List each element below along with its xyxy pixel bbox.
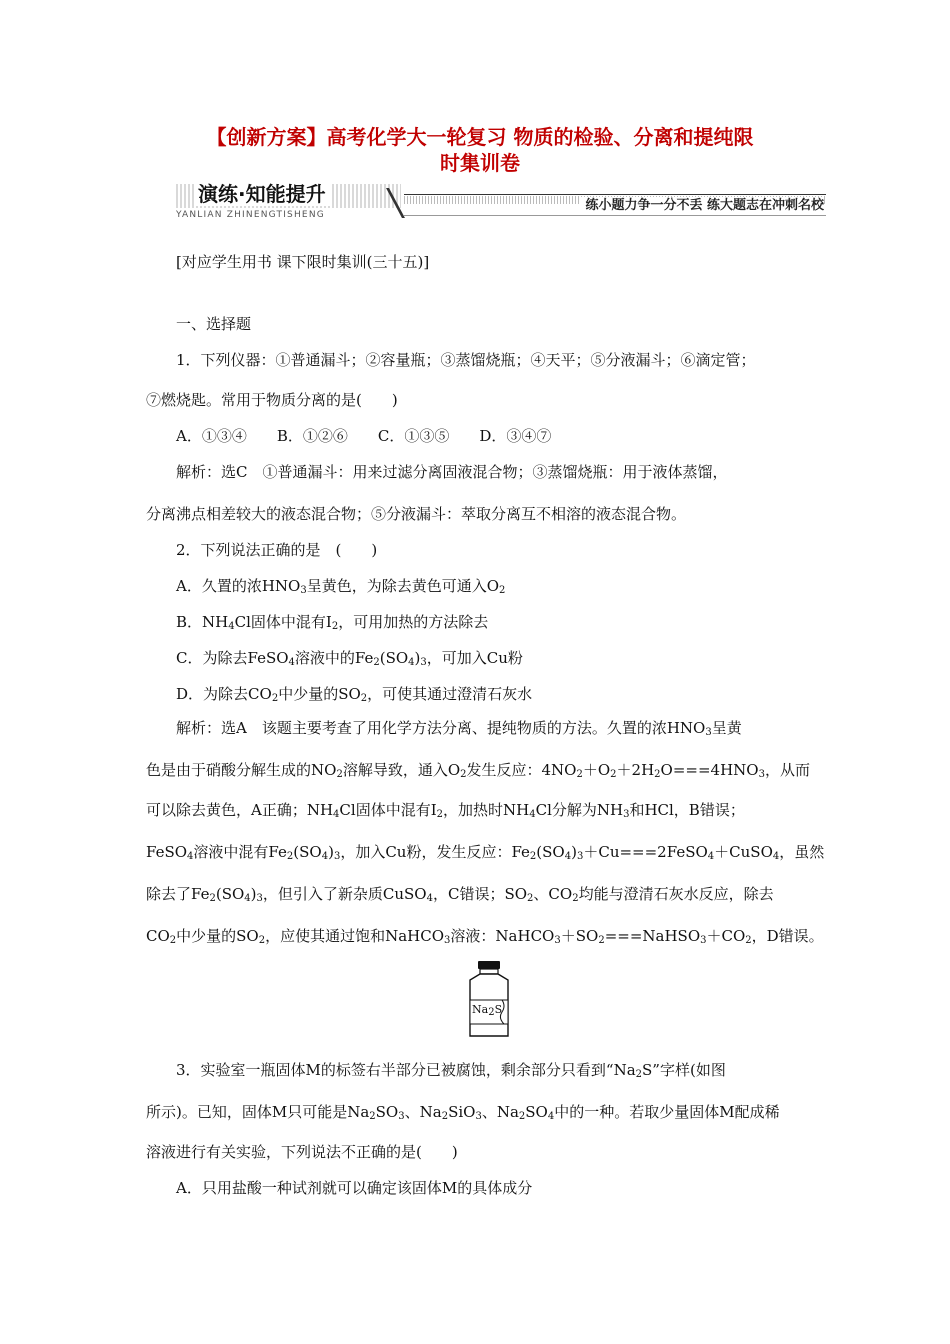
subscript: 2 xyxy=(572,893,579,904)
banner-slogan: 练小题力争一分不丢 练大题志在冲刺名校 xyxy=(579,197,824,215)
subscript: 2 xyxy=(360,693,368,704)
subscript: 2 xyxy=(286,851,294,862)
subscript: 2 xyxy=(258,935,266,946)
subscript: 4 xyxy=(244,893,251,904)
subscript: 2 xyxy=(518,1111,526,1122)
subscript: 2 xyxy=(610,769,617,780)
subscript: 3 xyxy=(700,935,707,946)
document-title xyxy=(140,124,820,176)
subscript: 3 xyxy=(300,585,307,596)
subscript: 4 xyxy=(408,657,415,668)
subscript: 4 xyxy=(707,851,715,862)
subscript: 4 xyxy=(564,851,572,862)
q2-analysis-line-1: 解析：选A 该题主要考查了用化学方法分离、提纯物质的方法。久置的浓$HNO_3$呈黄 xyxy=(176,719,742,738)
subscript: 2 xyxy=(635,1069,643,1080)
subscript: 2 xyxy=(499,585,506,596)
banner-subtitle: YANLIAN ZHINENGTISHENG xyxy=(176,210,325,220)
subscript: 3 xyxy=(444,935,451,946)
subscript: 4 xyxy=(333,809,340,820)
q2-analysis-line-4: FeSO$_4$溶液中混有$Fe_2(SO_4)_3$，加入Cu粉，发生反应：$Fe_2(SO_4)_3+Cu===2FeSO_4+CuSO_4$，虽然 xyxy=(146,843,825,862)
subscript: 3 xyxy=(475,1111,482,1122)
subscript: 2 xyxy=(654,769,661,780)
subscript: 2 xyxy=(576,769,583,780)
q2-option-a: A．久置的浓$HNO_3$呈黄色，为除去黄色可通入$O_2$ xyxy=(176,577,506,596)
section-banner xyxy=(176,182,826,222)
subscript: 2 xyxy=(271,693,279,704)
subscript: 2 xyxy=(598,935,605,946)
subscript: 3 xyxy=(758,769,765,780)
subscript: 3 xyxy=(256,893,263,904)
banner-bottom-rule xyxy=(404,215,826,216)
title-line-1: 【创新方案】高考化学大一轮复习 物质的检验、分离和提纯限 xyxy=(206,125,754,149)
q2-analysis-line-6: $CO_2$中少量的$SO_2$，应使其通过饱和NaHCO$_3$溶液：$NaHCO_3+SO_2===NaHSO_3+CO_2$，D错误。 xyxy=(146,927,824,946)
subscript: 3 xyxy=(705,727,712,738)
subscript: 2 xyxy=(441,1111,449,1122)
subscript: 2 xyxy=(529,851,537,862)
subscript: 2 xyxy=(745,935,752,946)
q3-stem-line-2: 所示)。已知，固体M只可能是$Na_2SO_3$、$Na_2SiO_3$、$Na_2SO_4$中的一种。若取少量固体M配成稀 xyxy=(146,1103,780,1122)
subscript: 4 xyxy=(426,893,433,904)
subscript: 2 xyxy=(488,1007,495,1018)
subscript: 2 xyxy=(169,935,177,946)
reference-note: [对应学生用书 课下限时集训(三十五)] xyxy=(176,253,430,271)
title-line-2: 时集训卷 xyxy=(440,151,520,175)
subscript: 2 xyxy=(373,657,380,668)
subscript: 2 xyxy=(527,893,534,904)
subscript: 3 xyxy=(398,1111,405,1122)
q2-stem: 2．下列说法正确的是 ( ) xyxy=(176,541,378,559)
q1-stem-line-2: ⑦燃烧匙。常用于物质分离的是( ) xyxy=(146,391,398,409)
q1-options: A．①③④ B．①②⑥ C．①③⑤ D．③④⑦ xyxy=(176,427,552,445)
subscript: 2 xyxy=(336,769,343,780)
subscript: 3 xyxy=(420,657,427,668)
subscript: 3 xyxy=(333,851,341,862)
q2-option-b: B．$NH_4Cl$固体中混有$I_2$，可用加热的方法除去 xyxy=(176,613,489,632)
banner-main-text: 演练·知能提升 xyxy=(194,182,330,206)
reagent-bottle-icon xyxy=(462,960,516,1040)
subscript: 4 xyxy=(547,1111,555,1122)
bottle-label: $Na_2S$ xyxy=(472,1003,503,1018)
q2-option-d: D．为除去$CO_2$中少量的$SO_2$，可使其通过澄清石灰水 xyxy=(176,685,533,704)
subscript: 2 xyxy=(436,809,443,820)
subscript: 2 xyxy=(369,1111,376,1122)
q2-analysis-line-2: 色是由于硝酸分解生成的$NO_2$溶解导致，通入$O_2$发生反应：$4NO_2+O_2+2H_2O===4HNO_3$，从而 xyxy=(146,761,810,780)
q3-stem-line-1: 3．实验室一瓶固体M的标签右半部分已被腐蚀，剩余部分只看到“$Na_2S$”字样(如图 xyxy=(176,1061,726,1080)
subscript: 3 xyxy=(576,851,584,862)
subscript: 4 xyxy=(321,851,329,862)
q3-option-a: A．只用盐酸一种试剂就可以确定该固体M的具体成分 xyxy=(176,1179,533,1197)
q1-analysis-line-2: 分离沸点相差较大的液态混合物；⑤分液漏斗：萃取分离互不相溶的液态混合物。 xyxy=(146,505,687,523)
subscript: 4 xyxy=(228,621,235,632)
q2-option-c: C．为除去FeSO$_4$溶液中的$Fe_2(SO_4)_3$，可加入Cu粉 xyxy=(176,649,523,668)
q3-stem-line-3: 溶液进行有关实验，下列说法不正确的是( ) xyxy=(146,1143,458,1161)
subscript: 4 xyxy=(288,657,295,668)
banner-rule xyxy=(404,194,826,195)
section-heading: 一、选择题 xyxy=(176,315,252,333)
subscript: 2 xyxy=(209,893,216,904)
subscript: 4 xyxy=(529,809,536,820)
subscript: 4 xyxy=(187,851,194,862)
subscript: 3 xyxy=(554,935,561,946)
q1-stem-line-1: 1．下列仪器：①普通漏斗；②容量瓶；③蒸馏烧瓶；④天平；⑤分液漏斗；⑥滴定管； xyxy=(176,351,756,369)
q2-analysis-line-3: 可以除去黄色，A正确；$NH_4Cl$固体中混有$I_2$，加热时$NH_4Cl$分解为$NH_3$和HCl，B错误； xyxy=(146,801,745,820)
reagent-bottle-figure xyxy=(462,960,516,1040)
subscript: 2 xyxy=(460,769,467,780)
subscript: 2 xyxy=(331,621,339,632)
q1-analysis-line-1: 解析：选C ①普通漏斗：用来过滤分离固液混合物；③蒸馏烧瓶：用于液体蒸馏， xyxy=(176,463,728,481)
subscript: 3 xyxy=(623,809,630,820)
subscript: 4 xyxy=(772,851,780,862)
q2-analysis-line-5: 除去了$Fe_2(SO_4)_3$，但引入了新杂质CuSO$_4$，C错误；$SO_2$、$CO_2$均能与澄清石灰水反应，除去 xyxy=(146,885,774,904)
